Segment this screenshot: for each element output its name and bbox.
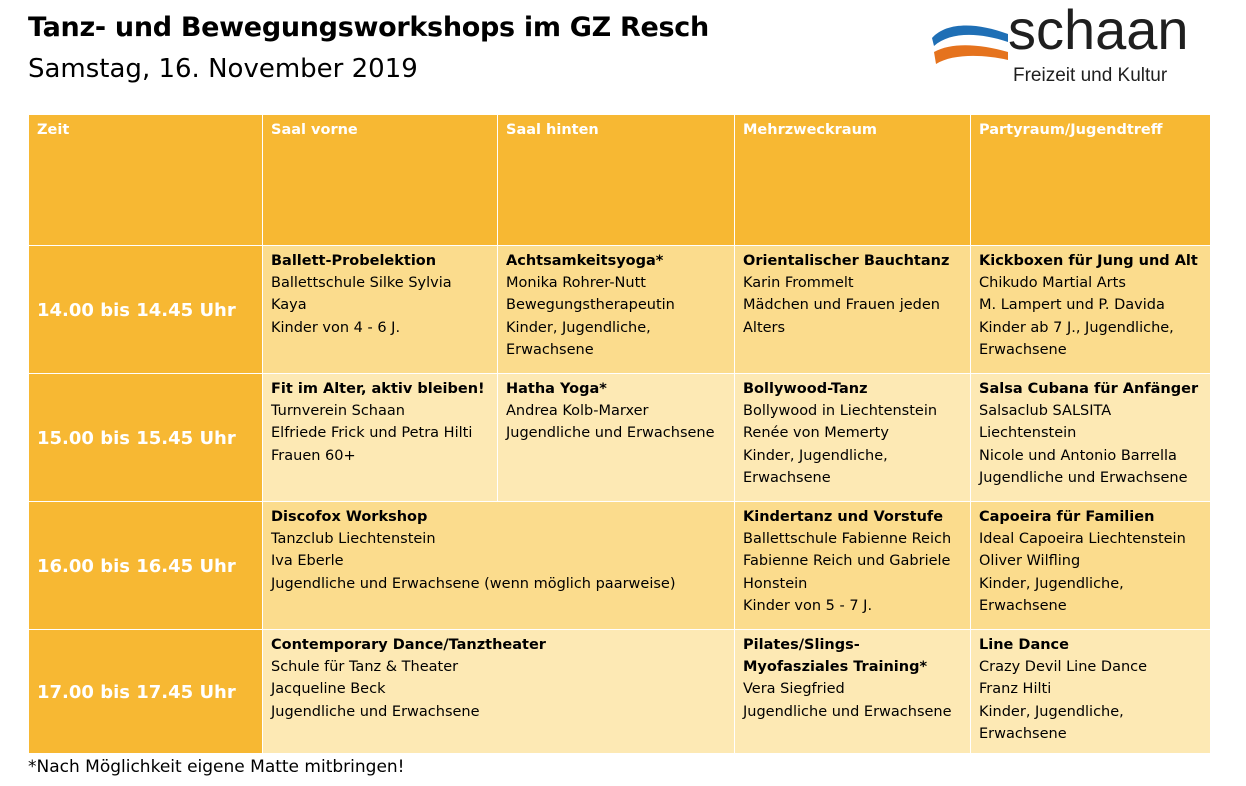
workshop-line: Kinder von 4 - 6 J. xyxy=(271,319,401,336)
workshop-line: Karin Frommelt xyxy=(743,275,854,292)
workshop-title: Hatha Yoga* xyxy=(506,381,607,397)
schaan-wave-icon xyxy=(930,18,1010,70)
workshop-cell xyxy=(735,630,971,754)
workshop-line: Monika Rohrer-Nutt xyxy=(506,275,646,292)
workshop-line: Jugendliche und Erwachsene xyxy=(979,469,1188,486)
workshop-title: Pilates/Slings-Myofasziales Training* xyxy=(743,637,928,676)
table-header-row xyxy=(29,115,1211,246)
time-slot: 15.00 bis 15.45 Uhr xyxy=(29,374,263,502)
workshop-line: Alters xyxy=(743,319,786,336)
workshop-cell xyxy=(971,630,1211,754)
workshop-line: Kinder, Jugendliche, xyxy=(979,703,1124,720)
schedule-table xyxy=(28,114,1211,754)
workshop-line: Erwachsene xyxy=(743,469,831,486)
workshop-line: Honstein xyxy=(743,575,808,592)
workshop-line: Chikudo Martial Arts xyxy=(979,275,1126,292)
workshop-line: Fabienne Reich und Gabriele xyxy=(743,553,951,570)
workshop-cell xyxy=(263,630,735,754)
workshop-cell xyxy=(263,246,498,374)
workshop-title: Bollywood-Tanz xyxy=(743,381,868,397)
workshop-title: Achtsamkeitsyoga* xyxy=(506,253,664,269)
workshop-line: Kinder, Jugendliche, xyxy=(979,575,1124,592)
workshop-line: Kaya xyxy=(271,297,307,314)
workshop-title: Fit im Alter, aktiv bleiben! xyxy=(271,381,485,397)
table-row xyxy=(29,630,1211,754)
workshop-line: Iva Eberle xyxy=(271,553,344,570)
workshop-line: Bollywood in Liechtenstein xyxy=(743,403,938,420)
workshop-cell xyxy=(735,246,971,374)
workshop-line: Liechtenstein xyxy=(979,425,1077,442)
workshop-cell xyxy=(263,502,735,630)
workshop-cell xyxy=(498,374,735,502)
workshop-line: Ideal Capoeira Liechtenstein xyxy=(979,531,1186,548)
workshop-line: Bewegungstherapeutin xyxy=(506,297,675,314)
workshop-title: Capoeira für Familien xyxy=(979,509,1155,525)
workshop-line: Schule für Tanz & Theater xyxy=(271,659,459,676)
workshop-line: Renée von Memerty xyxy=(743,425,889,442)
time-slot: 17.00 bis 17.45 Uhr xyxy=(29,630,263,754)
workshop-line: Kinder, Jugendliche, xyxy=(743,447,888,464)
workshop-cell xyxy=(971,502,1211,630)
workshop-line: Tanzclub Liechtenstein xyxy=(271,531,436,548)
workshop-line: Erwachsene xyxy=(979,725,1067,742)
workshop-line: Ballettschule Silke Sylvia xyxy=(271,275,452,292)
workshop-line: Andrea Kolb-Marxer xyxy=(506,403,649,420)
page-subtitle: Samstag, 16. November 2019 xyxy=(28,54,418,84)
workshop-line: Jugendliche und Erwachsene xyxy=(271,703,480,720)
workshop-cell xyxy=(263,374,498,502)
workshop-title: Line Dance xyxy=(979,637,1069,653)
time-slot: 14.00 bis 14.45 Uhr xyxy=(29,246,263,374)
workshop-cell xyxy=(735,374,971,502)
footnote: *Nach Möglichkeit eigene Matte mitbringen! xyxy=(28,757,405,777)
logo-wordmark: schaan xyxy=(1008,0,1189,61)
workshop-line: Salsaclub SALSITA xyxy=(979,403,1112,420)
workshop-line: Franz Hilti xyxy=(979,681,1052,698)
column-header-mehrzweckraum: Mehrzweckraum xyxy=(735,115,971,246)
column-header-zeit: Zeit xyxy=(29,115,263,246)
workshop-line: Kinder ab 7 J., Jugendliche, xyxy=(979,319,1174,336)
schaan-logo xyxy=(930,0,1230,92)
workshop-line: Erwachsene xyxy=(979,597,1067,614)
workshop-title: Kickboxen für Jung und Alt xyxy=(979,253,1198,269)
workshop-line: Erwachsene xyxy=(506,341,594,358)
workshop-line: Ballettschule Fabienne Reich xyxy=(743,531,952,548)
workshop-title: Orientalischer Bauchtanz xyxy=(743,253,950,269)
table-row xyxy=(29,502,1211,630)
workshop-line: Jugendliche und Erwachsene xyxy=(743,703,952,720)
workshop-line: Crazy Devil Line Dance xyxy=(979,659,1148,676)
workshop-line: Kinder, Jugendliche, xyxy=(506,319,651,336)
workshop-line: Mädchen und Frauen jeden xyxy=(743,297,940,314)
workshop-line: Jugendliche und Erwachsene (wenn möglich paarweise) xyxy=(271,575,676,592)
column-header-partyraum: Partyraum/Jugendtreff xyxy=(971,115,1211,246)
page-title: Tanz- und Bewegungsworkshops im GZ Resch xyxy=(28,12,709,43)
workshop-cell xyxy=(971,374,1211,502)
workshop-line: M. Lampert und P. Davida xyxy=(979,297,1165,314)
workshop-line: Erwachsene xyxy=(979,341,1067,358)
logo-tagline: Freizeit und Kultur xyxy=(1013,65,1168,86)
workshop-title: Ballett-Probelektion xyxy=(271,253,437,269)
workshop-line: Jacqueline Beck xyxy=(271,681,386,698)
workshop-line: Frauen 60+ xyxy=(271,447,356,464)
workshop-line: Elfriede Frick und Petra Hilti xyxy=(271,425,473,442)
column-header-saal-vorne: Saal vorne xyxy=(263,115,498,246)
workshop-line: Vera Siegfried xyxy=(743,681,845,698)
table-row xyxy=(29,374,1211,502)
column-header-saal-hinten: Saal hinten xyxy=(498,115,735,246)
workshop-line: Nicole und Antonio Barrella xyxy=(979,447,1177,464)
workshop-title: Salsa Cubana für Anfänger xyxy=(979,381,1199,397)
workshop-title: Contemporary Dance/Tanztheater xyxy=(271,637,546,653)
workshop-line: Jugendliche und Erwachsene xyxy=(506,425,715,442)
workshop-title: Kindertanz und Vorstufe xyxy=(743,509,944,525)
workshop-title: Discofox Workshop xyxy=(271,509,428,525)
workshop-line: Kinder von 5 - 7 J. xyxy=(743,597,873,614)
workshop-cell xyxy=(498,246,735,374)
workshop-line: Turnverein Schaan xyxy=(271,403,405,420)
table-row xyxy=(29,246,1211,374)
workshop-cell xyxy=(735,502,971,630)
workshop-line: Oliver Wilfling xyxy=(979,553,1081,570)
workshop-cell xyxy=(971,246,1211,374)
time-slot: 16.00 bis 16.45 Uhr xyxy=(29,502,263,630)
